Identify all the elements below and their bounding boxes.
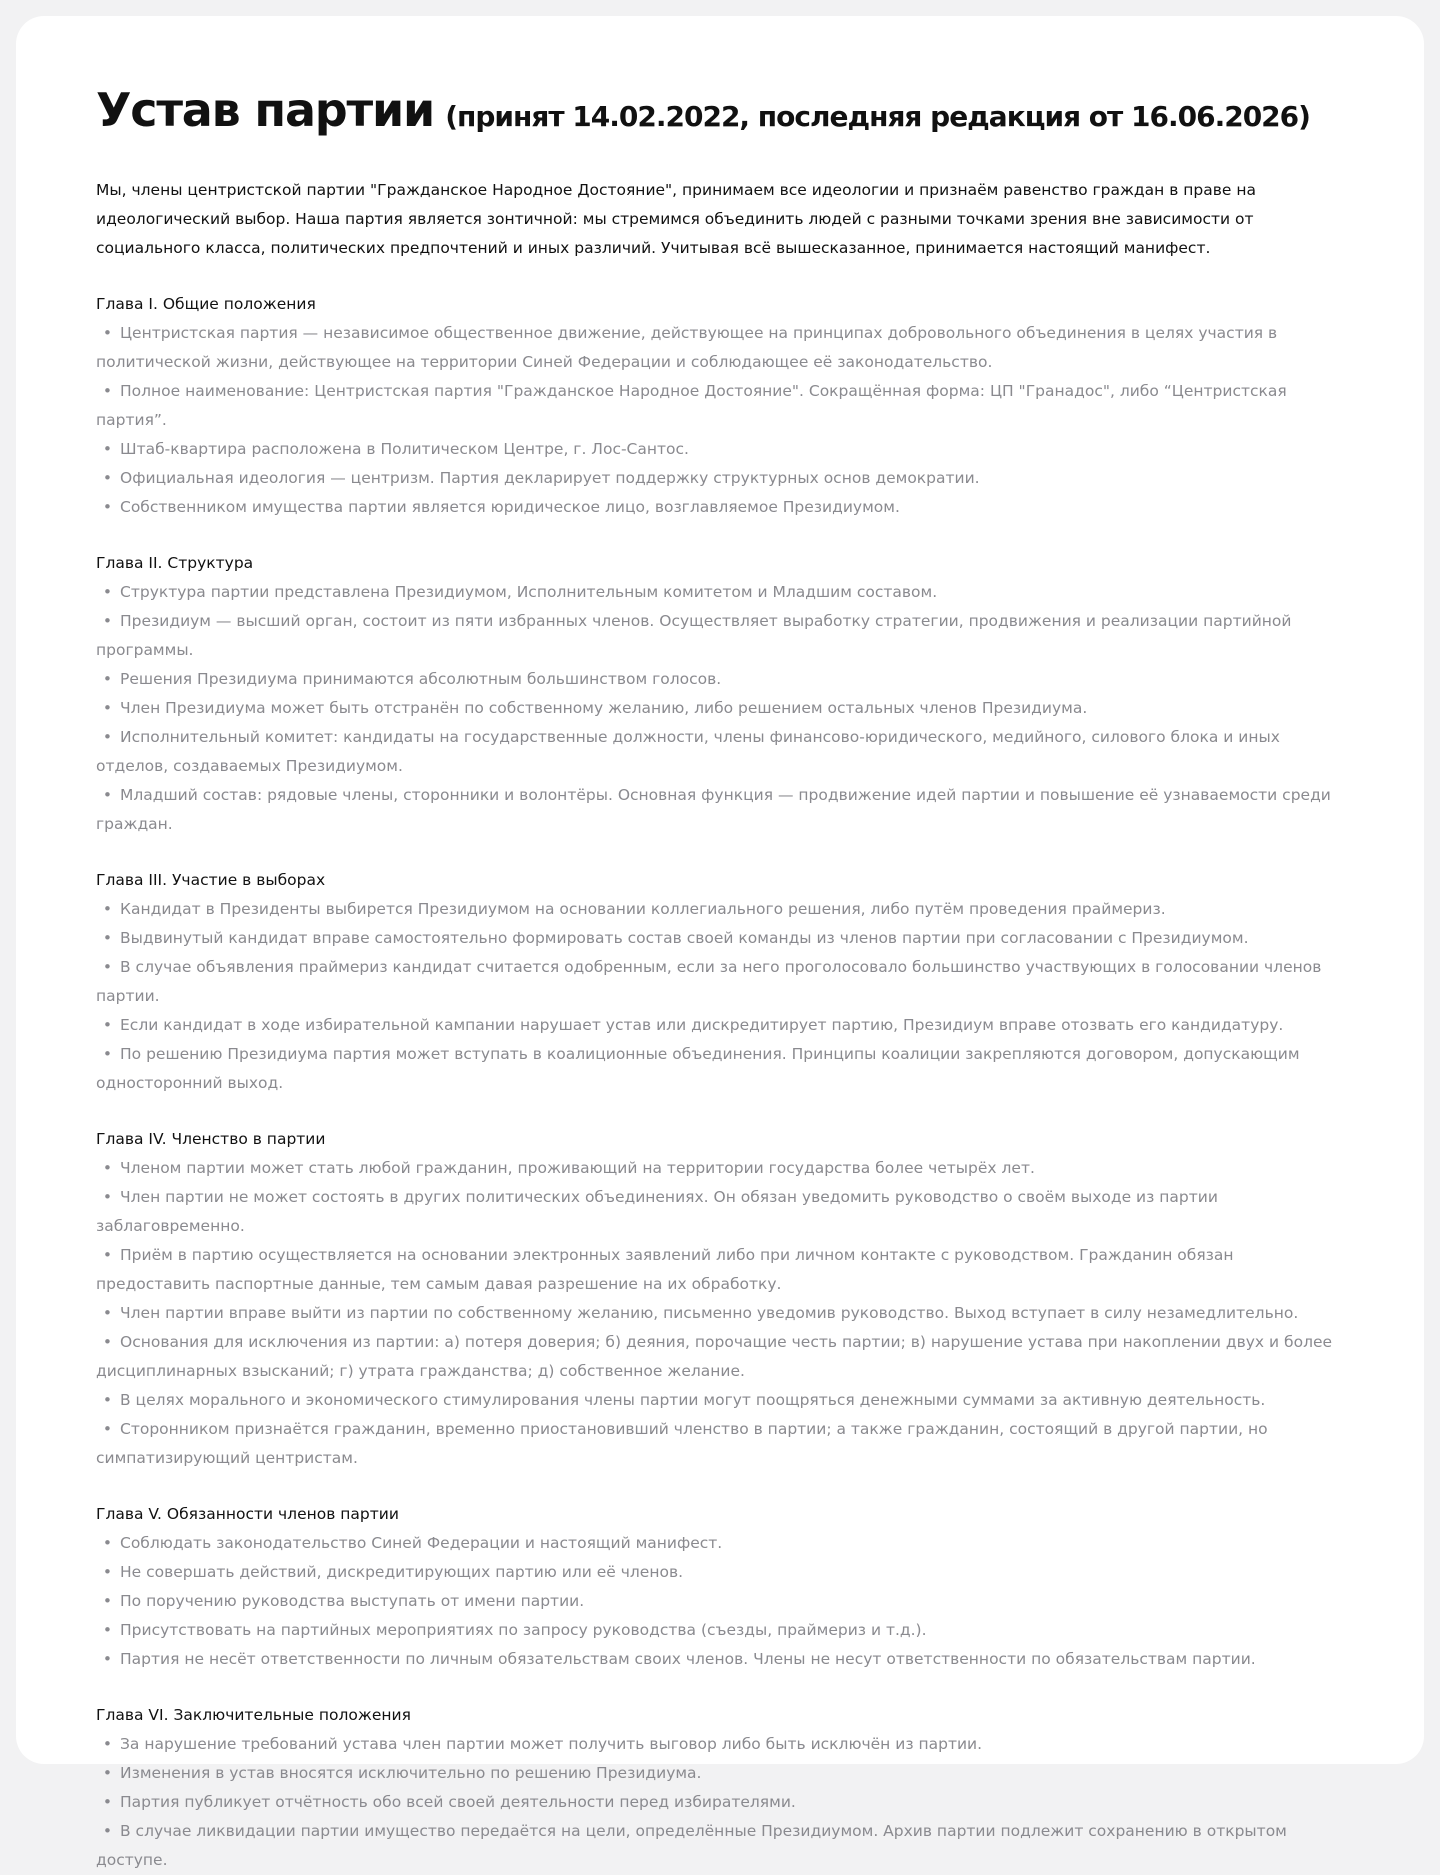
bullet-icon — [96, 924, 120, 953]
list-item-text: По решению Президиума партия может вступать в коалиционные объединения. Принципы коалиции закрепляются договором, допускающим односторонний выход. — [96, 1045, 1300, 1092]
bullet-icon — [96, 1587, 120, 1616]
bullet-icon — [96, 1759, 120, 1788]
list-item-text: Присутствовать на партийных мероприятиях по запросу руководства (съезды, праймериз и т.д.). — [120, 1621, 927, 1639]
list-item — [96, 723, 1344, 781]
bullet-icon — [96, 1183, 120, 1212]
list-item — [96, 1241, 1344, 1299]
chapter-title: Глава III. Участие в выборах — [96, 871, 326, 889]
list-item — [96, 781, 1344, 839]
list-item — [96, 1386, 1344, 1415]
list-item-text: Изменения в устав вносятся исключительно по решению Президиума. — [120, 1764, 702, 1782]
bullet-icon — [96, 1299, 120, 1328]
chapter-items — [96, 1730, 1344, 1875]
list-item-text: Партия не несёт ответственности по личным обязательствам своих членов. Члены не несут ответственности по обязательствам партии. — [120, 1650, 1256, 1668]
chapter — [96, 1125, 1344, 1473]
list-item — [96, 377, 1344, 435]
bullet-icon — [96, 607, 120, 636]
list-item — [96, 435, 1344, 464]
chapters-list — [96, 290, 1344, 1875]
list-item — [96, 464, 1344, 493]
chapter-items — [96, 895, 1344, 1098]
list-item-text: Полное наименование: Центристская партия "Гражданское Народное Достояние". Сокращённая форма: ЦП "Гранадос", либо “Центристская партия”. — [96, 382, 1287, 429]
list-item-text: Членом партии может стать любой гражданин, проживающий на территории государства более четырёх лет. — [120, 1159, 1035, 1177]
list-item — [96, 1587, 1344, 1616]
list-item — [96, 578, 1344, 607]
list-item — [96, 1817, 1344, 1875]
list-item — [96, 1529, 1344, 1558]
list-item — [96, 1759, 1344, 1788]
list-item-text: Партия публикует отчётность обо всей своей деятельности перед избирателями. — [120, 1793, 796, 1811]
bullet-icon — [96, 1616, 120, 1645]
list-item-text: В целях морального и экономического стимулирования члены партии могут поощряться денежными суммами за активную деятельность. — [120, 1391, 1266, 1409]
list-item-text: Центристская партия — независимое общественное движение, действующее на принципах добровольного объединения в целях участия в политической жизни, действующее на территории Синей Федерации и соблюдающее её законодательство. — [96, 324, 1278, 371]
chapter-title: Глава V. Обязанности членов партии — [96, 1505, 399, 1523]
chapter — [96, 290, 1344, 522]
bullet-icon — [96, 1011, 120, 1040]
bullet-icon — [96, 723, 120, 752]
list-item — [96, 665, 1344, 694]
list-item-text: Член партии не может состоять в других политических объединениях. Он обязан уведомить руководство о своём выходе из партии заблаговременно. — [96, 1188, 1218, 1235]
list-item — [96, 1730, 1344, 1759]
intro-paragraph: Мы, члены центристской партии "Гражданское Народное Достояние", принимаем все идеологии и признаём равенство граждан в праве на идеологический выбор. Наша партия является зонтичной: мы стремимся объединить людей с разными точками зрения вне зависимости от социального класса, политических предпочтений и иных различий. Учитывая всё вышесказанное, принимается настоящий манифест. — [96, 181, 1256, 257]
list-item-text: Член партии вправе выйти из партии по собственному желанию, письменно уведомив руководство. Выход вступает в силу незамедлительно. — [120, 1304, 1299, 1322]
bullet-icon — [96, 1645, 120, 1674]
list-item-text: По поручению руководства выступать от имени партии. — [120, 1592, 585, 1610]
bullet-icon — [96, 953, 120, 982]
bullet-icon — [96, 578, 120, 607]
chapter-items — [96, 578, 1344, 839]
list-item-text: Основания для исключения из партии: а) потеря доверия; б) деяния, порочащие честь партии; в) нарушение устава при накоплении двух и более дисциплинарных взысканий; г) утрата гражданства; д) собственное желание. — [96, 1333, 1333, 1380]
bullet-icon — [96, 464, 120, 493]
chapter — [96, 1500, 1344, 1674]
list-item — [96, 607, 1344, 665]
list-item — [96, 1183, 1344, 1241]
chapter-title: Глава IV. Членство в партии — [96, 1130, 326, 1148]
list-item — [96, 1299, 1344, 1328]
list-item-text: Член Президиума может быть отстранён по собственному желанию, либо решением остальных членов Президиума. — [120, 699, 1088, 717]
bullet-icon — [96, 1529, 120, 1558]
bullet-icon — [96, 1154, 120, 1183]
chapter-items — [96, 319, 1344, 522]
list-item-text: Официальная идеология — центризм. Партия декларирует поддержку структурных основ демократии. — [120, 469, 980, 487]
chapter-title: Глава VI. Заключительные положения — [96, 1706, 411, 1724]
bullet-icon — [96, 377, 120, 406]
bullet-icon — [96, 895, 120, 924]
bullet-icon — [96, 1558, 120, 1587]
list-item-text: Приём в партию осуществляется на основании электронных заявлений либо при личном контакте с руководством. Гражданин обязан предоставить паспортные данные, тем самым давая разрешение на их обработку. — [96, 1246, 1234, 1293]
page-title — [96, 72, 1344, 148]
list-item-text: В случае объявления праймериз кандидат считается одобренным, если за него проголосовало большинство участвующих в голосовании членов партии. — [96, 958, 1322, 1005]
bullet-icon — [96, 1040, 120, 1069]
bullet-icon — [96, 1788, 120, 1817]
bullet-icon — [96, 781, 120, 810]
list-item — [96, 1011, 1344, 1040]
list-item — [96, 1415, 1344, 1473]
list-item-text: Младший состав: рядовые члены, сторонники и волонтёры. Основная функция — продвижение идей партии и повышение её узнаваемости среди граждан. — [96, 786, 1331, 833]
list-item — [96, 953, 1344, 1011]
list-item-text: Исполнительный комитет: кандидаты на государственные должности, члены финансово-юридического, медийного, силового блока и иных отделов, создаваемых Президиумом. — [96, 728, 1280, 775]
list-item — [96, 1788, 1344, 1817]
bullet-icon — [96, 435, 120, 464]
chapter-items — [96, 1529, 1344, 1674]
list-item — [96, 1040, 1344, 1098]
list-item — [96, 1328, 1344, 1386]
list-item-text: Собственником имущества партии является юридическое лицо, возглавляемое Президиумом. — [120, 498, 900, 516]
bullet-icon — [96, 319, 120, 348]
bullet-icon — [96, 1328, 120, 1357]
list-item-text: Решения Президиума принимаются абсолютным большинством голосов. — [120, 670, 722, 688]
bullet-icon — [96, 1241, 120, 1270]
list-item — [96, 493, 1344, 522]
chapter-title: Глава II. Структура — [96, 554, 254, 572]
list-item — [96, 1558, 1344, 1587]
bullet-icon — [96, 694, 120, 723]
list-item — [96, 924, 1344, 953]
chapter-items — [96, 1154, 1344, 1473]
title-subtitle: (принят 14.02.2022, последняя редакция от 16.06.2026) — [445, 100, 1310, 133]
list-item-text: В случае ликвидации партии имущество передаётся на цели, определённые Президиумом. Архив партии подлежит сохранению в открытом доступе. — [96, 1822, 1287, 1869]
document-card — [16, 16, 1424, 1869]
chapter — [96, 866, 1344, 1098]
list-item-text: Кандидат в Президенты выбирется Президиумом на основании коллегиального решения, либо путём проведения праймериз. — [120, 900, 1166, 918]
list-item-text: Президиум — высший орган, состоит из пяти избранных членов. Осуществляет выработку стратегии, продвижения и реализации партийной программы. — [96, 612, 1292, 659]
list-item-text: Если кандидат в ходе избирательной кампании нарушает устав или дискредитирует партию, Президиум вправе отозвать его кандидатуру. — [120, 1016, 1284, 1034]
list-item-text: За нарушение требований устава член партии может получить выговор либо быть исключён из партии. — [120, 1735, 983, 1753]
list-item-text: Штаб-квартира расположена в Политическом Центре, г. Лос-Сантос. — [120, 440, 689, 458]
list-item — [96, 1154, 1344, 1183]
list-item — [96, 694, 1344, 723]
chapter — [96, 549, 1344, 839]
list-item-text: Соблюдать законодательство Синей Федерации и настоящий манифест. — [120, 1534, 723, 1552]
list-item-text: Сторонником признаётся гражданин, временно приостановивший членство в партии; а также гражданин, состоящий в другой партии, но симпатизирующий центристам. — [96, 1420, 1268, 1467]
bullet-icon — [96, 1386, 120, 1415]
list-item-text: Выдвинутый кандидат вправе самостоятельно формировать состав своей команды из членов партии при согласовании с Президиумом. — [120, 929, 1249, 947]
list-item-text: Структура партии представлена Президиумом, Исполнительным комитетом и Младшим составом. — [120, 583, 938, 601]
list-item — [96, 895, 1344, 924]
list-item — [96, 1645, 1344, 1674]
list-item — [96, 319, 1344, 377]
list-item — [96, 1616, 1344, 1645]
bullet-icon — [96, 665, 120, 694]
chapter-title: Глава I. Общие положения — [96, 295, 316, 313]
title-main: Устав партии — [96, 83, 435, 137]
chapter — [96, 1701, 1344, 1875]
bullet-icon — [96, 1817, 120, 1846]
bullet-icon — [96, 493, 120, 522]
list-item-text: Не совершать действий, дискредитирующих партию или её членов. — [120, 1563, 684, 1581]
bullet-icon — [96, 1730, 120, 1759]
bullet-icon — [96, 1415, 120, 1444]
